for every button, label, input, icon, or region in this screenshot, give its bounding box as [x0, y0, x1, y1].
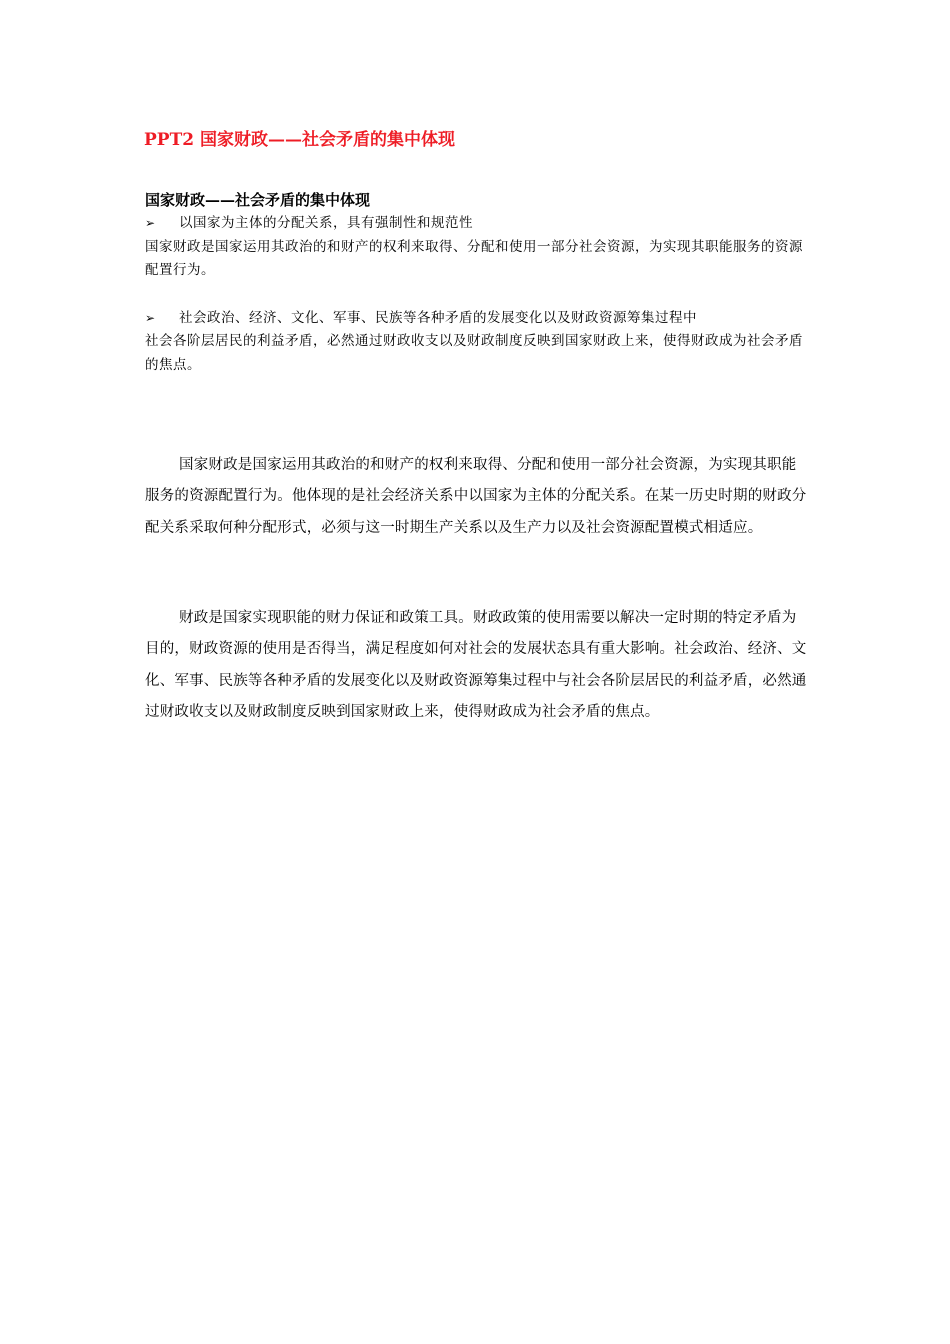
bullet-detail-1: 国家财政是国家运用其政治的和财产的权利来取得、分配和使用一部分社会资源，为实现其职能服务的资源配置行为。 [145, 238, 803, 278]
bullet-text-1: 以国家为主体的分配关系，具有强制性和规范性 [179, 215, 473, 231]
arrow-bullet-icon: ➢ [145, 216, 156, 230]
body-paragraph-1: 国家财政是国家运用其政治的和财产的权利来取得、分配和使用一部分社会资源，为实现其职能服务的资源配置行为。他体现的是社会经济关系中以国家为主体的分配关系。在某一历史时期的财政分配关系采取何种分配形式，必须与这一时期生产关系以及生产力以及社会资源配置模式相适应。 [145, 456, 807, 536]
body-paragraph-2: 财政是国家实现职能的财力保证和政策工具。财政政策的使用需要以解决一定时期的特定矛盾为目的，财政资源的使用是否得当，满足程度如何对社会的发展状态具有重大影响。社会政治、经济、文化、军事、民族等各种矛盾的发展变化以及财政资源筹集过程中与社会各阶层居民的利益矛盾，必然通过财政收支以及财政制度反映到国家财政上来，使得财政成为社会矛盾的焦点。 [145, 609, 807, 720]
section-subtitle: 国家财政——社会矛盾的集中体现 [145, 191, 371, 209]
document-title: PPT2 国家财政——社会矛盾的集中体现 [144, 130, 455, 150]
bullet-item-2 [145, 307, 810, 378]
arrow-bullet-icon: ➢ [145, 310, 156, 325]
summary-section [145, 188, 810, 377]
bullet-item-1 [145, 212, 810, 283]
bullet-detail-2: 社会各阶层居民的利益矛盾，必然通过财政收支以及财政制度反映到国家财政上来，使得财政成为社会矛盾的焦点。 [145, 333, 803, 373]
bullet-text-2: 社会政治、经济、文化、军事、民族等各种矛盾的发展变化以及财政资源筹集过程中 [179, 309, 697, 326]
